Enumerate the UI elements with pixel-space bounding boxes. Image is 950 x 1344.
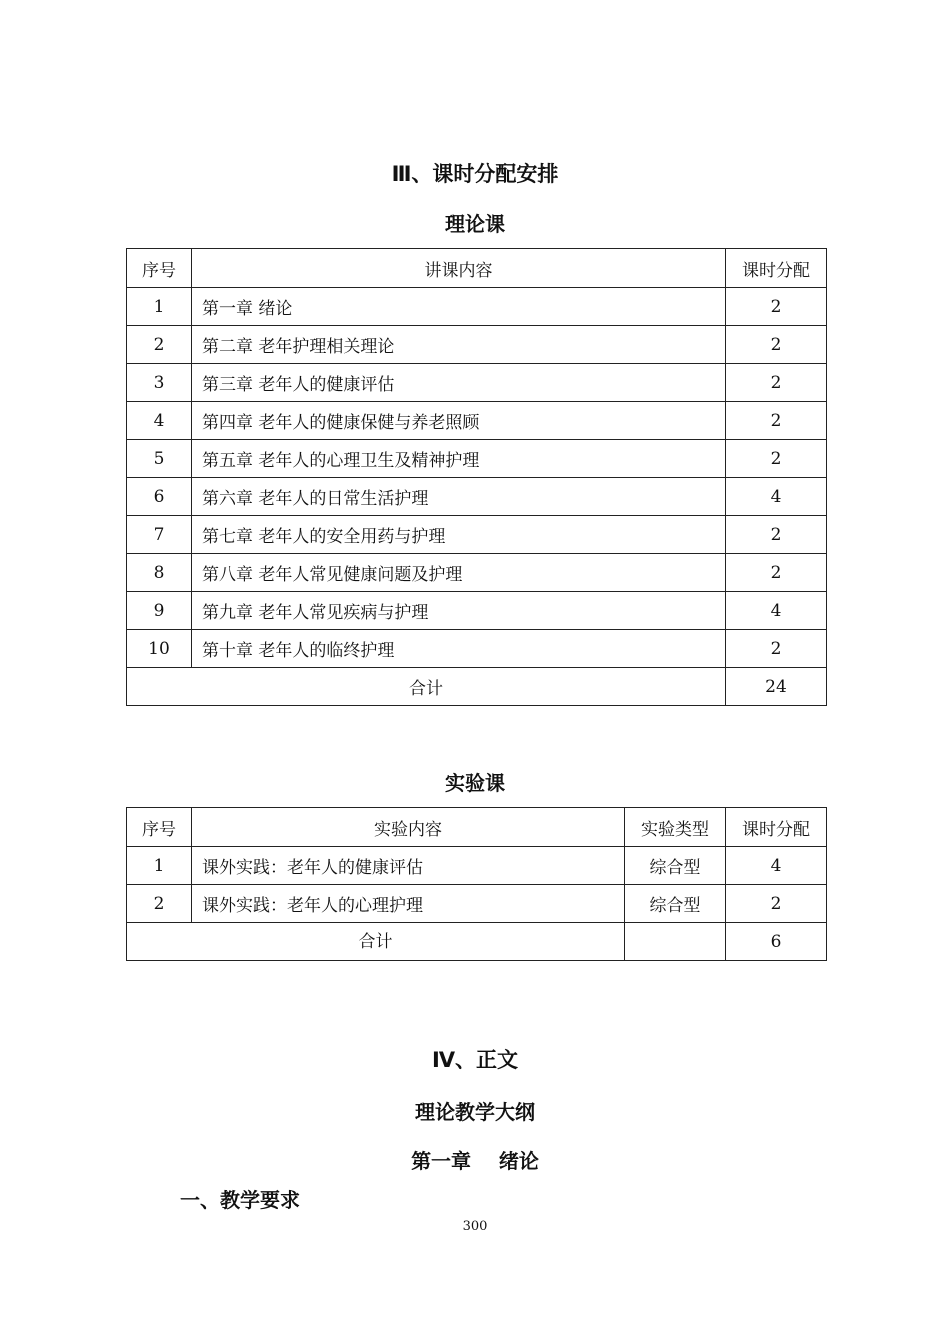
table-row <box>127 554 827 592</box>
table-header-row <box>127 808 827 847</box>
table-cell: 2 <box>127 326 192 364</box>
table-cell: 2 <box>726 364 827 402</box>
table-cell: 6 <box>726 923 827 961</box>
table-cell: 4 <box>726 847 827 885</box>
section-4-title: Ⅳ、正文 <box>431 1048 519 1072</box>
table-cell: 4 <box>127 402 192 440</box>
table-cell: 综合型 <box>625 885 726 923</box>
table-row <box>127 478 827 516</box>
table-cell: 6 <box>127 478 192 516</box>
table-cell: 第一章 绪论 <box>192 288 726 326</box>
table-cell: 第十章 老年人的临终护理 <box>192 630 726 668</box>
table-cell: 1 <box>127 847 192 885</box>
table-cell: 综合型 <box>625 847 726 885</box>
table-cell: 第九章 老年人常见疾病与护理 <box>192 592 726 630</box>
table-cell: 第五章 老年人的心理卫生及精神护理 <box>192 440 726 478</box>
table-cell: 1 <box>127 288 192 326</box>
header-cell: 序号 <box>127 249 192 288</box>
header-cell: 序号 <box>127 808 192 847</box>
section-3-title: Ⅲ、课时分配安排 <box>391 162 559 186</box>
table-cell: 2 <box>127 885 192 923</box>
header-cell: 课时分配 <box>726 808 827 847</box>
table-cell: 2 <box>726 630 827 668</box>
table-row <box>127 288 827 326</box>
table-cell: 4 <box>726 478 827 516</box>
table-row <box>127 364 827 402</box>
header-cell: 实验类型 <box>625 808 726 847</box>
table-row <box>127 326 827 364</box>
header-cell: 讲课内容 <box>192 249 726 288</box>
total-row <box>127 923 827 961</box>
table-row <box>127 847 827 885</box>
table-cell: 第八章 老年人常见健康问题及护理 <box>192 554 726 592</box>
table-cell: 合计 <box>127 668 726 706</box>
table-cell: 8 <box>127 554 192 592</box>
table-cell: 2 <box>726 885 827 923</box>
theory-course-title: 理论课 <box>445 212 505 236</box>
table-row <box>127 402 827 440</box>
table-cell: 2 <box>726 440 827 478</box>
table-cell: 9 <box>127 592 192 630</box>
table-cell: 2 <box>726 326 827 364</box>
table-cell: 3 <box>127 364 192 402</box>
header-cell: 课时分配 <box>726 249 827 288</box>
table-cell: 第三章 老年人的健康评估 <box>192 364 726 402</box>
table-row <box>127 440 827 478</box>
table-cell: 第七章 老年人的安全用药与护理 <box>192 516 726 554</box>
table-cell: 第四章 老年人的健康保健与养老照顾 <box>192 402 726 440</box>
outline-title: 理论教学大纲 <box>415 1100 535 1124</box>
lab-course-title: 实验课 <box>445 771 505 795</box>
table-cell: 7 <box>127 516 192 554</box>
table-cell: 24 <box>726 668 827 706</box>
table-row <box>127 885 827 923</box>
table-cell <box>625 923 726 961</box>
chapter-title: 第一章 绪论 <box>411 1149 539 1173</box>
table-cell: 课外实践：老年人的心理护理 <box>192 885 625 923</box>
theory-course-table <box>126 248 827 706</box>
total-row <box>127 668 827 706</box>
table-cell: 合计 <box>127 923 625 961</box>
table-cell: 5 <box>127 440 192 478</box>
subsection-title: 一、教学要求 <box>180 1188 300 1212</box>
table-cell: 10 <box>127 630 192 668</box>
table-cell: 2 <box>726 402 827 440</box>
page-number: 300 <box>462 1219 488 1234</box>
table-cell: 2 <box>726 516 827 554</box>
table-row <box>127 630 827 668</box>
table-header-row <box>127 249 827 288</box>
table-row <box>127 516 827 554</box>
table-cell: 2 <box>726 288 827 326</box>
lab-course-table <box>126 807 827 961</box>
table-row <box>127 592 827 630</box>
table-cell: 4 <box>726 592 827 630</box>
table-cell: 第二章 老年护理相关理论 <box>192 326 726 364</box>
table-cell: 第六章 老年人的日常生活护理 <box>192 478 726 516</box>
table-cell: 课外实践：老年人的健康评估 <box>192 847 625 885</box>
header-cell: 实验内容 <box>192 808 625 847</box>
table-cell: 2 <box>726 554 827 592</box>
